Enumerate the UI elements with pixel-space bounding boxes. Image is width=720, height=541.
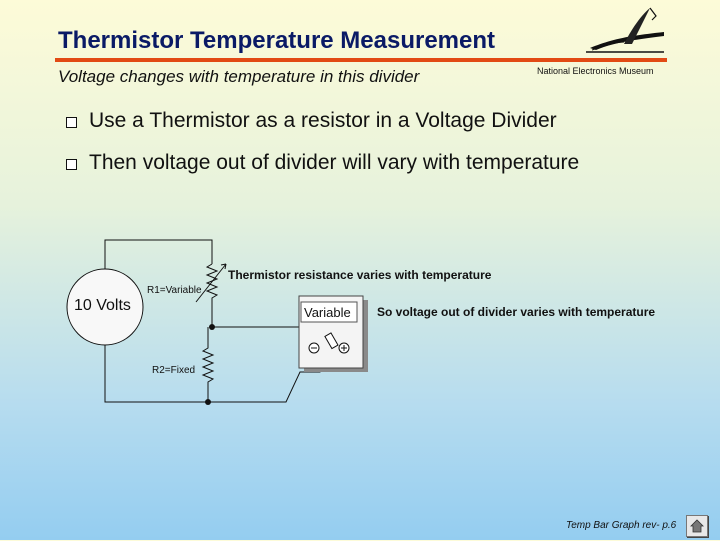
junction-top — [209, 324, 215, 330]
thermistor-note: Thermistor resistance varies with temperature — [228, 268, 492, 282]
r1-label: R1=Variable — [147, 285, 202, 296]
bullet-1-text: Use a Thermistor as a resistor in a Voltage Divider — [89, 109, 557, 132]
home-button[interactable] — [686, 515, 708, 537]
thermistor-arrow — [196, 264, 226, 302]
r2-label: R2=Fixed — [152, 365, 196, 376]
wire-top — [105, 240, 212, 274]
r1-thermistor — [207, 264, 217, 327]
source-label: 10 Volts — [74, 297, 131, 314]
museum-label: National Electronics Museum — [537, 66, 654, 76]
bullet-2-text: Then voltage out of divider will vary with temperature — [89, 151, 580, 174]
junction-bottom — [205, 399, 211, 405]
page-reference: Temp Bar Graph rev- p.6 — [566, 520, 677, 531]
page-title: Thermistor Temperature Measurement — [58, 27, 496, 54]
meter-display: Variable — [304, 305, 351, 320]
r2-fixed — [203, 327, 213, 402]
output-note: So voltage out of divider varies with temperature — [377, 305, 656, 319]
page-subtitle: Voltage changes with temperature in this divider — [58, 67, 420, 86]
home-icon — [687, 516, 707, 536]
